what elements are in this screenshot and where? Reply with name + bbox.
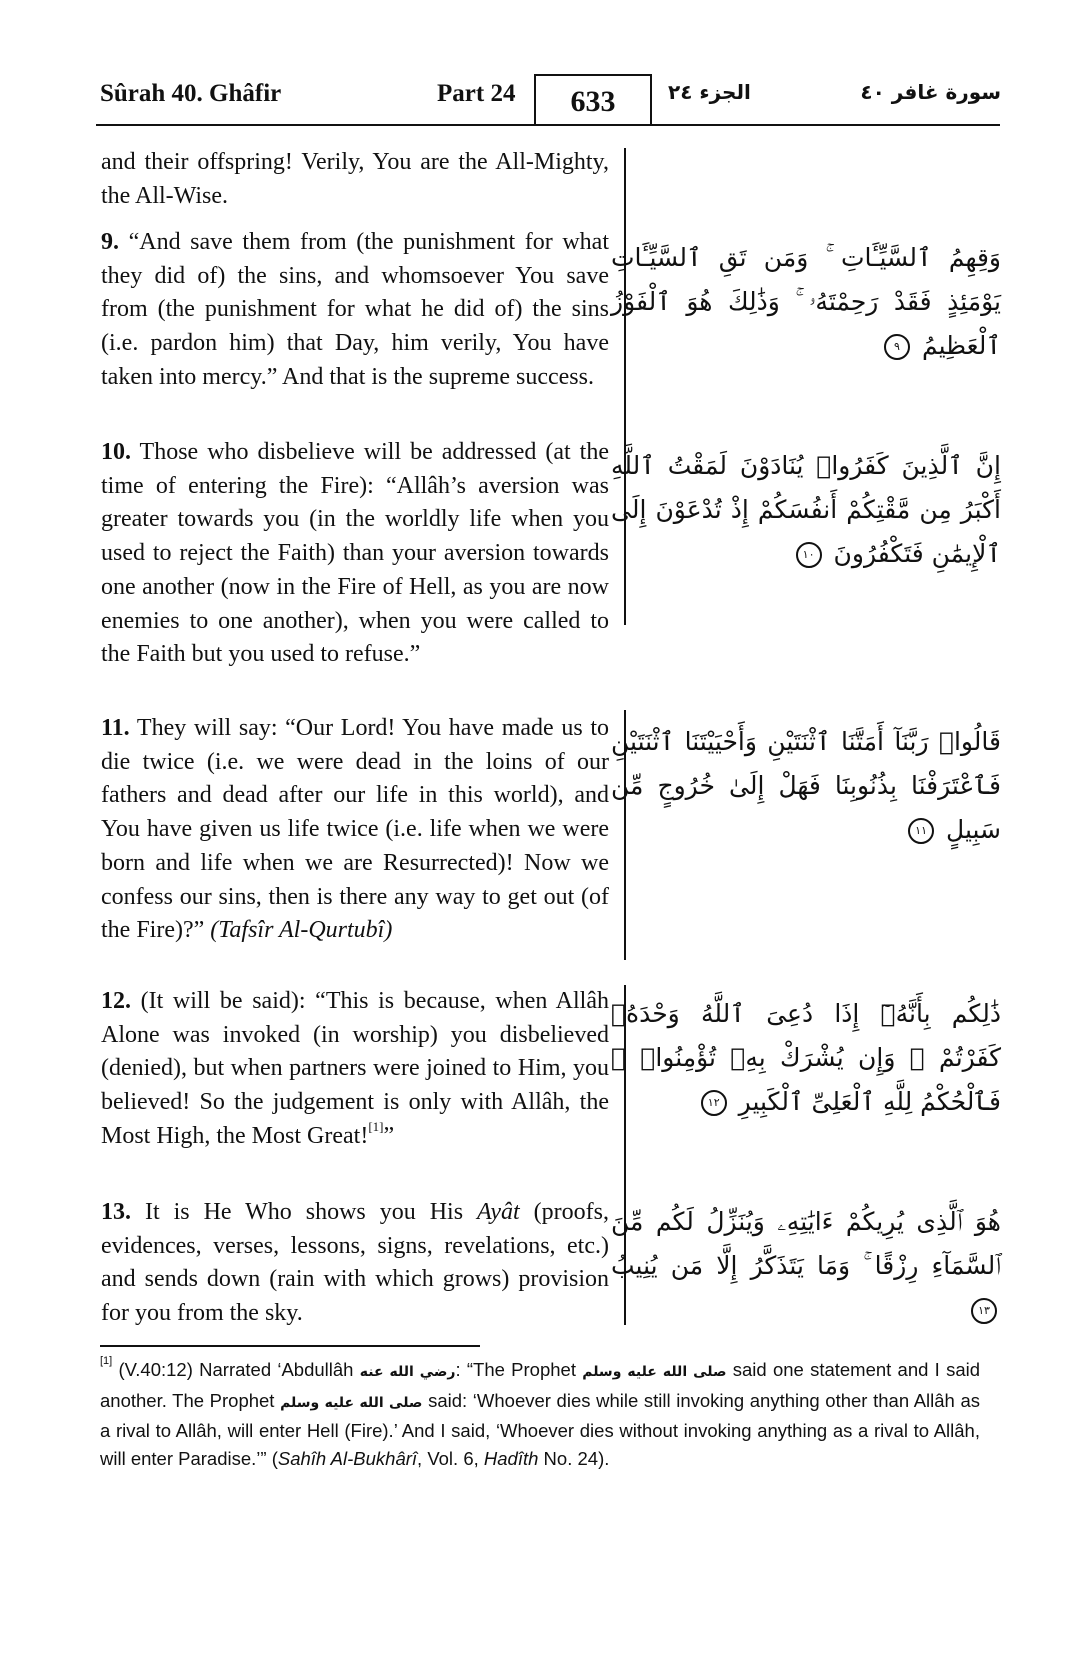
ayah-end-marker-icon: ٩ — [884, 334, 910, 360]
verse-number: 12. — [101, 988, 131, 1014]
verse-11-en: 11. They will say: “Our Lord! You have made us to die twice (i.e. we were dead in the loins of our fathers and dead after our life in this world), and You have given us life twice (i.e. life when we were born and life when we are Resurrected)! Now we confess our sins, then is there any way to get out (of the Fire)?” (Tafsîr Al-Qurtubî) — [101, 715, 609, 944]
ayah-end-marker-icon: ١٣ — [971, 1298, 997, 1324]
verse-10-en: 10. Those who disbelieve will be addressed (at the time of entering the Fire): “Allâh’s aversion was greater towards you (in the worldly life when you used to reject the Faith) than your aversion towards one another (now in the Fire of Hell, as you are now enemies to one another), when you were called to the Faith but you used to refuse.” — [101, 439, 609, 668]
verse-13-en: 13. It is He Who shows you His Ayât (proofs, evidences, verses, lessons, signs, revelations, etc.) and sends down (rain with which grows) provision for you from the sky. — [101, 1199, 609, 1327]
verse-number: 13. — [101, 1199, 131, 1225]
verse-12-en: 12. (It will be said): “This is because, when Allâh Alone was invoked (in worship) you disbelieved (denied), but when partners were joined to Him, you believed! So the judgement is only with Allâh, the Most High, the Most Great![1]” — [101, 988, 609, 1149]
verse-9-en: 9. “And save them from (the punishment for what they did of) the sins, and whomsoever You save from (the punishment for what he did of) the sins (i.e. pardon him) that Day, him verily, You have taken into mercy.” And that is the supreme success. — [101, 229, 609, 390]
ayah-end-marker-icon: ١٢ — [701, 1090, 727, 1116]
verse-13-ar: هُوَ ٱلَّذِى يُرِيكُمْ ءَايَٰتِهِۦ وَيُنَزِّلُ لَكُم مِّنَ ٱلسَّمَآءِ رِزْقًا ۚ وَمَا يَتَذَكَّرُ إِلَّا مَن يُنِيبُ ١٣ — [611, 1200, 1001, 1332]
verse-12-ar: ذَٰلِكُم بِأَنَّهُۥٓ إِذَا دُعِىَ ٱللَّهُ وَحْدَهُۥ كَفَرْتُمْ ۖ وَإِن يُشْرَكْ بِهِۦ تُؤْمِنُوا۟ ۚ فَٱلْحُكْمُ لِلَّهِ ٱلْعَلِىِّ ٱلْكَبِيرِ ١٢ — [611, 999, 1001, 1116]
page-header — [0, 0, 1073, 125]
verse-number: 9. — [101, 229, 119, 255]
verse-number: 11. — [101, 715, 130, 741]
arabic-honorific: رضي الله عنه — [359, 1364, 456, 1380]
surah-title-ar: سورة غافر ٤٠ — [860, 80, 1001, 104]
verse-8-continuation-en: and their offspring! Verily, You are the All-Mighty, the All-Wise. — [101, 149, 609, 209]
page-number: 633 — [570, 85, 616, 118]
verse-11-ar: قَالُوا۟ رَبَّنَآ أَمَتَّنَا ٱثْنَتَيْنِ وَأَحْيَيْتَنَا ٱثْنَتَيْنِ فَٱعْتَرَفْنَا بِذُنُوبِنَا فَهَلْ إِلَىٰ خُرُوجٍ مِّن سَبِيلٍ ١١ — [611, 727, 1001, 844]
juz-label-ar: الجزء ٢٤ — [668, 80, 751, 104]
part-label: Part 24 — [437, 80, 516, 107]
footnote-ref[interactable]: [1] — [368, 1118, 384, 1134]
arabic-salutation: صلى الله عليه وسلم — [280, 1394, 423, 1411]
verse-number: 10. — [101, 439, 131, 465]
source-title: Sahîh Al-Bukhârî — [277, 1447, 418, 1469]
footnote-rule — [100, 1345, 480, 1347]
ayah-end-marker-icon: ١١ — [908, 818, 934, 844]
header-rule — [96, 124, 1000, 126]
arabic-salutation: صلى الله عليه وسلم — [582, 1364, 727, 1380]
verse-9-ar: وَقِهِمُ ٱلسَّيِّـَٔاتِ ۚ وَمَن تَقِ ٱلسَّيِّـَٔاتِ يَوْمَئِذٍ فَقَدْ رَحِمْتَهُۥ ۚ وَذَٰلِكَ هُوَ ٱلْفَوْزُ ٱلْعَظِيمُ ٩ — [611, 243, 1001, 360]
page-number-box — [534, 74, 652, 124]
verse-10-ar: إِنَّ ٱلَّذِينَ كَفَرُوا۟ يُنَادَوْنَ لَمَقْتُ ٱللَّهِ أَكْبَرُ مِن مَّقْتِكُمْ أَنفُسَكُمْ إِذْ تُدْعَوْنَ إِلَى ٱلْإِيمَٰنِ فَتَكْفُرُونَ ١٠ — [611, 451, 1001, 568]
footnote: [1] (V.40:12) Narrated ‘Abdullâh رضي الله عنه: “The Prophet صلى الله عليه وسلم said one statement and I said another. The Prophet صلى الله عليه وسلم said: ‘Whoever dies while still invoking anything other than Allâh as a rival to Allâh, will enter Hell (Fire).’ And I said, ‘Whoever dies without invoking anything as a rival to Allâh, will enter Paradise.’” (Sahîh Al-Bukhârî, Vol. 6, Hadîth No. 24). — [100, 1355, 981, 1469]
surah-title-en: Sûrah 40. Ghâfir — [100, 80, 282, 107]
footnote-marker: [1] — [100, 1355, 113, 1367]
ayah-end-marker-icon: ١٠ — [796, 542, 822, 568]
